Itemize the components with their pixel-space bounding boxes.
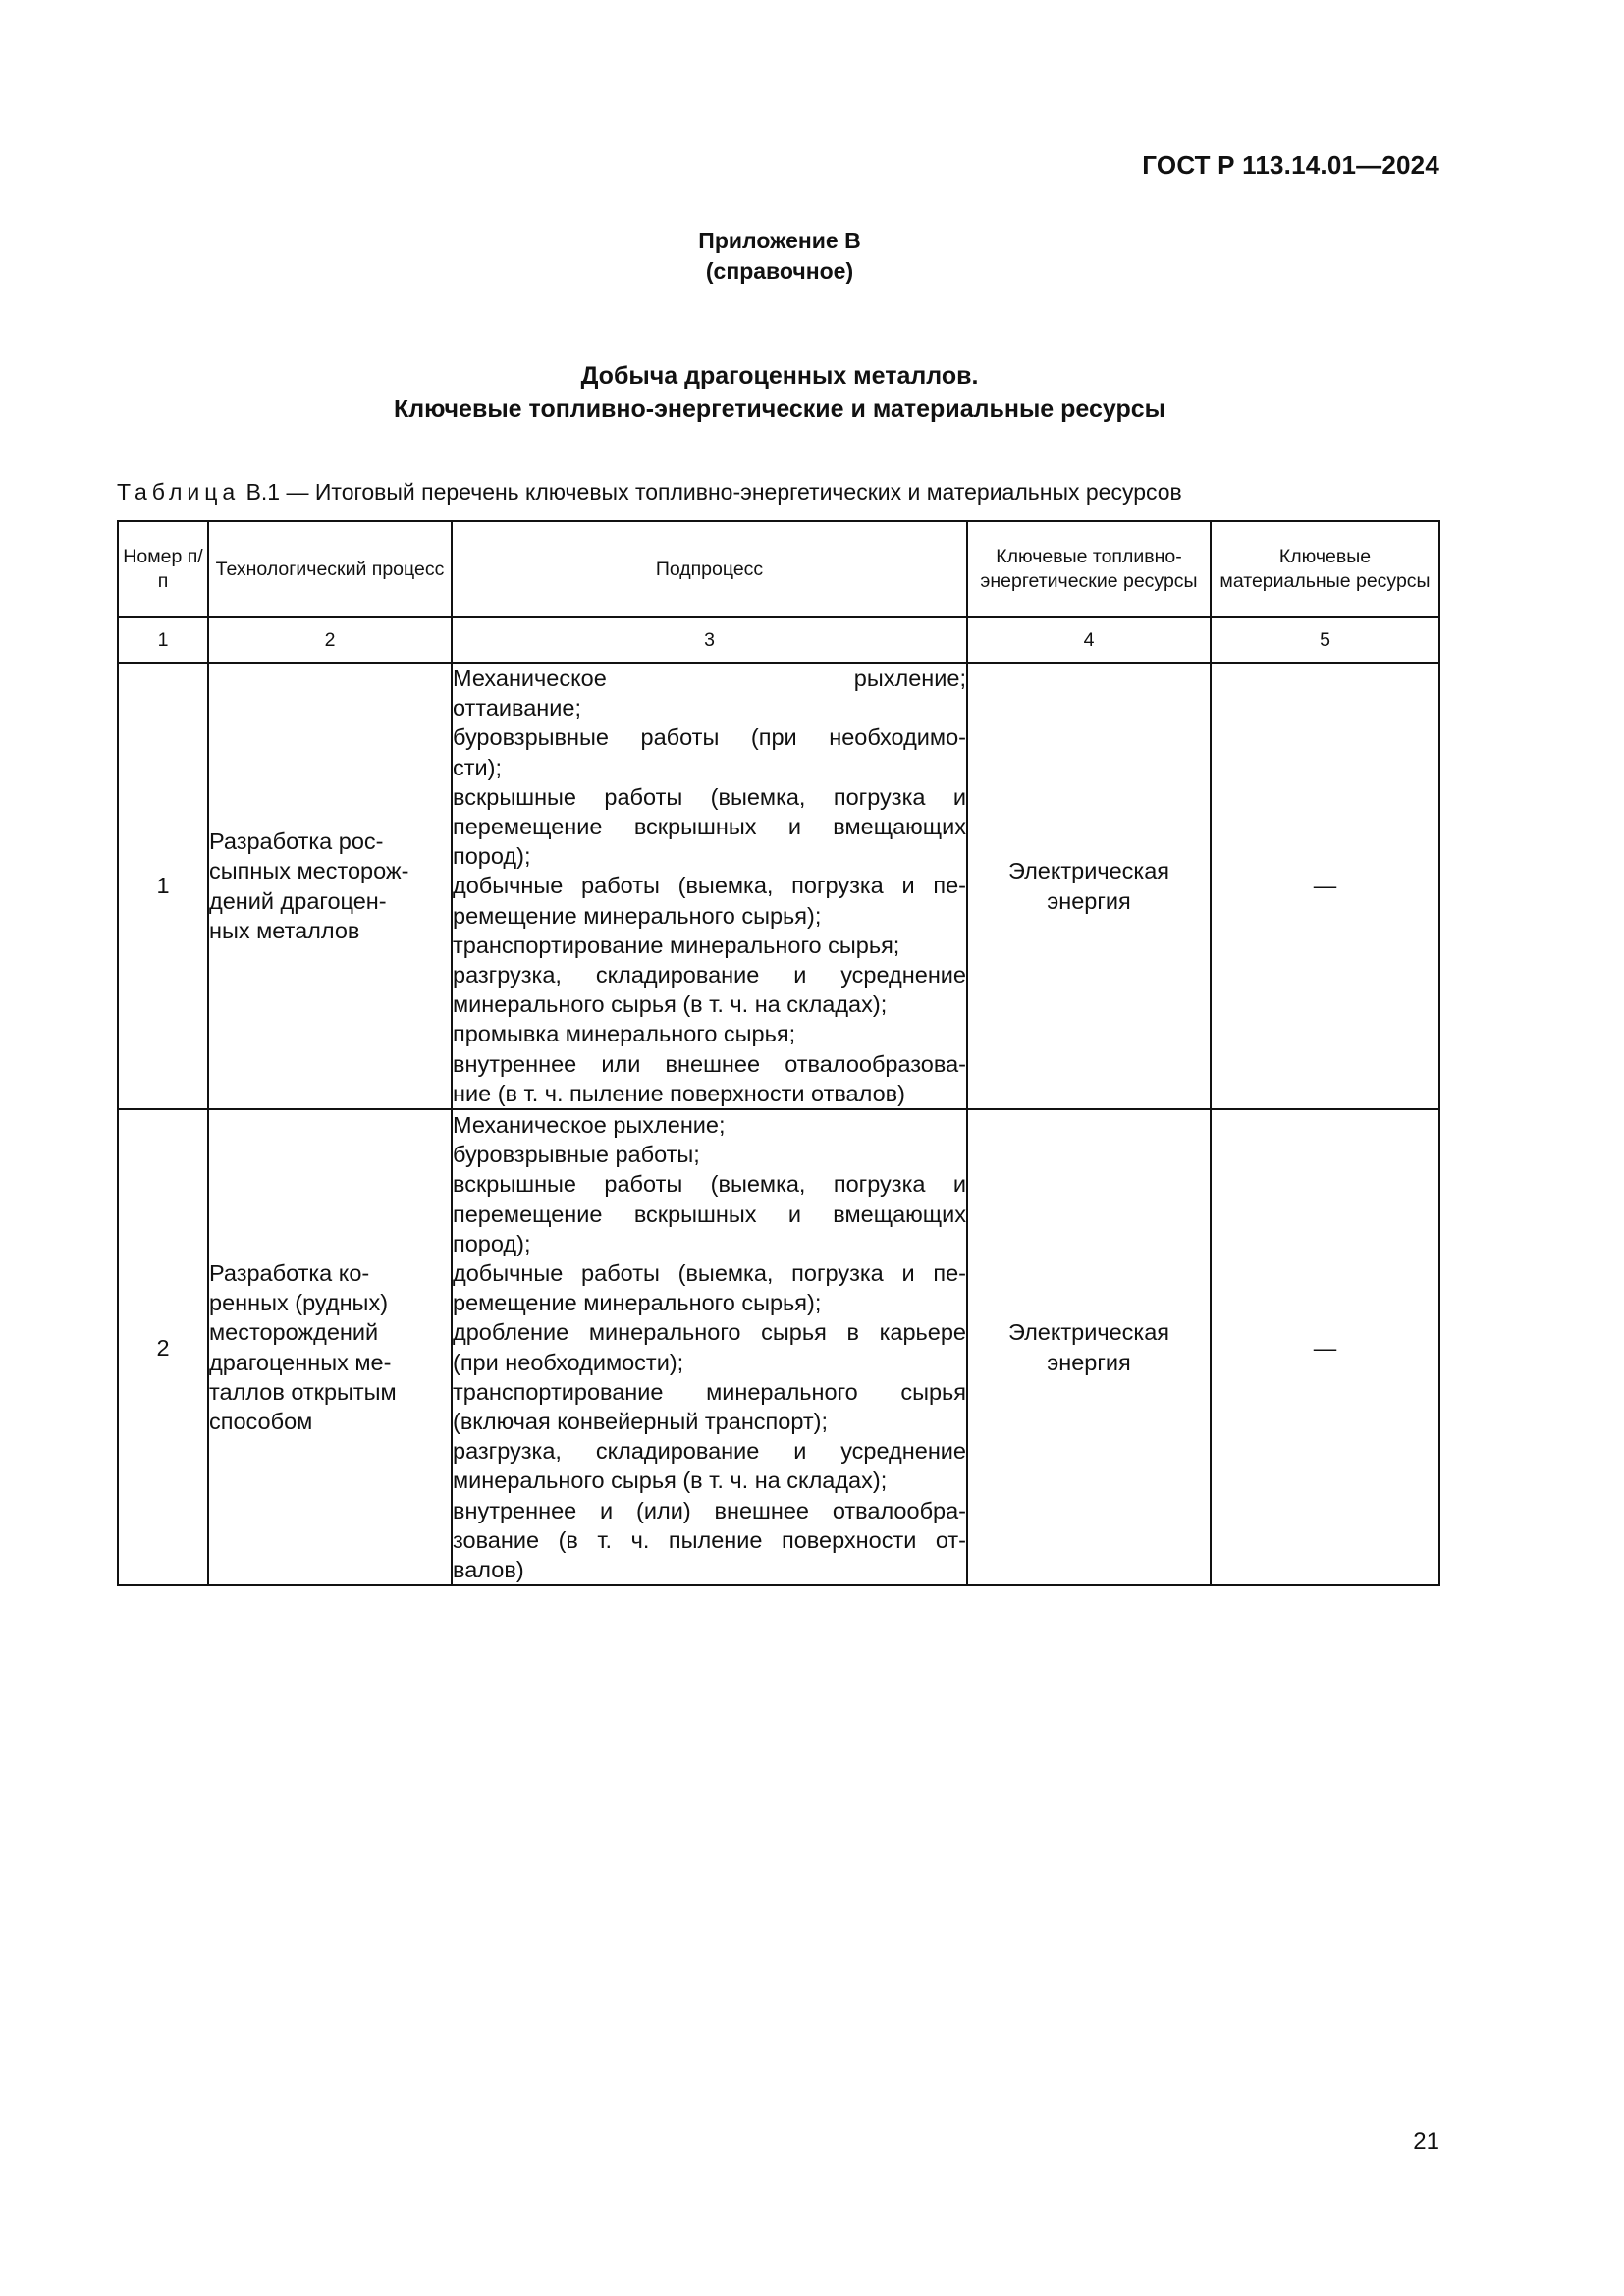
subprocess-line: ние (в т. ч. пыление поверхности отвалов) — [453, 1080, 905, 1106]
subprocess-line: (при необходимости); — [453, 1349, 684, 1375]
subprocess-line: Механическое рыхление; — [453, 1112, 726, 1139]
appendix-title: Приложение В — [698, 228, 861, 253]
technological-process — [208, 663, 452, 1109]
table-row — [118, 1109, 1439, 1585]
subprocess-line: буровзрывные работы (при необходимо- — [453, 724, 966, 751]
main-title-line-2: Ключевые топливно-энергетические и материальные ресурсы — [394, 396, 1165, 423]
column-number: 4 — [967, 617, 1211, 663]
process-line: ных металлов — [209, 917, 360, 943]
process-line: ренных (рудных) — [209, 1290, 389, 1316]
subprocess-line: разгрузка, складирование и усреднение — [453, 1438, 966, 1465]
process-line: таллов открытым — [209, 1378, 397, 1405]
row-number: 1 — [118, 663, 208, 1109]
technological-process — [208, 1109, 452, 1585]
column-number: 2 — [208, 617, 452, 663]
header-subprocess: Подпроцесс — [452, 521, 967, 617]
subprocess-line: транспортирование минерального сырья; — [453, 932, 900, 958]
table-caption — [117, 478, 1182, 506]
subprocess-line: добычные работы (выемка, погрузка и пе- — [453, 1260, 966, 1287]
process-line: сыпных месторож- — [209, 858, 409, 884]
subprocess-line: минерального сырья (в т. ч. на складах); — [453, 991, 888, 1018]
subprocess-line: вскрышные работы (выемка, погрузка и — [453, 783, 966, 810]
process-line: месторождений — [209, 1319, 379, 1346]
subprocess-line: ремещение минерального сырья); — [453, 1290, 822, 1316]
energy-line: энергия — [1047, 1349, 1131, 1375]
subprocess-line: перемещение вскрышных и вмещающих — [453, 814, 966, 840]
row-number: 2 — [118, 1109, 208, 1585]
energy-line: Электрическая — [1007, 1319, 1170, 1346]
main-title-line-1: Добыча драгоценных металлов. — [580, 362, 979, 390]
subprocess-line: дробление минерального сырья в карьере — [453, 1319, 966, 1346]
subprocess-line: добычные работы (выемка, погрузка и пе- — [453, 873, 966, 899]
table-header-row — [118, 521, 1439, 617]
appendix-subtitle: (справочное) — [705, 258, 854, 284]
subprocess-line: пород); — [453, 1230, 531, 1256]
table-caption-prefix: Таблица — [117, 479, 241, 505]
process-line: Разработка рос- — [209, 828, 384, 855]
table-caption-text: В.1 — Итоговый перечень ключевых топливно-энергетических и материальных ресурсов — [245, 479, 1182, 505]
energy-resources — [967, 663, 1211, 1109]
subprocess-line: валов) — [453, 1557, 524, 1583]
column-number: 5 — [1211, 617, 1439, 663]
material-resources: — — [1211, 663, 1439, 1109]
energy-line: энергия — [1047, 887, 1131, 914]
process-line: драгоценных ме- — [209, 1349, 392, 1375]
subprocess-list — [452, 1109, 967, 1585]
header-process: Технологический процесс — [208, 521, 452, 617]
subprocess-line: промывка минерального сырья; — [453, 1021, 796, 1047]
subprocess-line: вскрышные работы (выемка, погрузка и — [453, 1171, 966, 1198]
header-energy-resources: Ключевые топливно-энергетические ресурсы — [967, 521, 1211, 617]
subprocess-line: буровзрывные работы; — [453, 1142, 700, 1168]
process-line: Разработка ко- — [209, 1260, 370, 1287]
material-resources: — — [1211, 1109, 1439, 1585]
subprocess-line: перемещение вскрышных и вмещающих — [453, 1201, 966, 1227]
subprocess-line: ремещение минерального сырья); — [453, 902, 822, 929]
subprocess-line: пород); — [453, 843, 531, 870]
page-number: 21 — [1413, 2128, 1439, 2155]
subprocess-line: зование (в т. ч. пыление поверхности от- — [453, 1526, 966, 1553]
header-material-resources: Ключевые материальные ресурсы — [1211, 521, 1439, 617]
column-number: 3 — [452, 617, 967, 663]
header-number: Номер п/п — [118, 521, 208, 617]
subprocess-line: разгрузка, складирование и усреднение — [453, 962, 966, 988]
subprocess-line: транспортирование минерального сырья — [453, 1378, 966, 1405]
column-number: 1 — [118, 617, 208, 663]
subprocess-list — [452, 663, 967, 1109]
energy-resources — [967, 1109, 1211, 1585]
appendix-heading — [0, 226, 1559, 287]
subprocess-line: (включая конвейерный транспорт); — [453, 1409, 829, 1435]
subprocess-line: Механическое рыхление; — [453, 666, 966, 691]
table-row — [118, 663, 1439, 1109]
column-number-row — [118, 617, 1439, 663]
main-title — [0, 359, 1559, 426]
subprocess-line: сти); — [453, 754, 502, 780]
document-code: ГОСТ Р 113.14.01—2024 — [1142, 150, 1439, 180]
subprocess-line: оттаивание; — [453, 695, 582, 721]
subprocess-line: внутреннее и (или) внешнее отвалообра- — [453, 1497, 966, 1523]
energy-line: Электрическая — [1007, 858, 1170, 884]
subprocess-line: внутреннее или внешнее отвалообразова- — [453, 1050, 966, 1077]
process-line: дений драгоцен- — [209, 887, 387, 914]
process-line: способом — [209, 1409, 313, 1435]
resources-table — [117, 520, 1440, 1586]
subprocess-line: минерального сырья (в т. ч. на складах); — [453, 1468, 888, 1494]
